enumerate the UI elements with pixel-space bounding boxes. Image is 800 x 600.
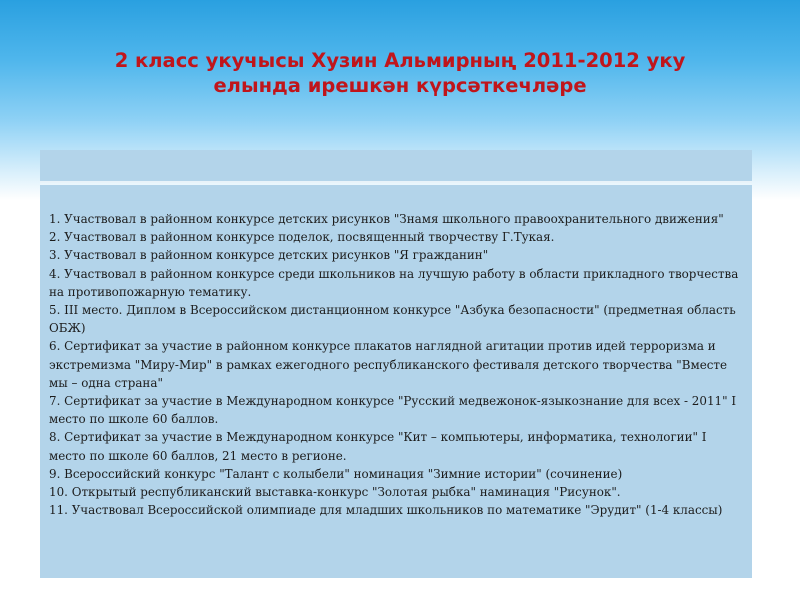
list-item: 11. Участвовал Всероссийской олимпиаде для младших школьников по математике "Эрудит" (1-4 классы)	[49, 503, 723, 518]
slide-title	[60, 48, 740, 98]
list-item: 7. Сертификат за участие в Международном конкурсе "Русский медвежонок-языкознание для всех - 2011" I место по школе 60 баллов.	[49, 394, 737, 427]
list-item: 2. Участвовал в районном конкурсе поделок, посвященный творчеству Г.Тукая.	[49, 230, 555, 245]
list-item: 4. Участвовал в районном конкурсе среди школьников на лучшую работу в области прикладного творчества на противопожарную тематику.	[49, 266, 739, 299]
list-item: 8. Сертификат за участие в Международном конкурсе "Кит – компьютеры, информатика, технологии" I место по школе 60 баллов, 21 место в регионе.	[49, 430, 707, 463]
achievements-list	[49, 210, 744, 519]
slide-title-line-1: 2 класс укучысы Хузин Альмирның 2011-2012 уку	[114, 49, 686, 72]
list-item: 10. Открытый республиканский выставка-конкурс "Золотая рыбка" наминация "Рисунок".	[49, 485, 621, 500]
slide-title-line-2: елында ирешкән күрсәткечләре	[213, 74, 587, 97]
panel-header	[40, 150, 752, 183]
list-item: 6. Сертификат за участие в районном конкурсе плакатов наглядной агитации против идей терроризма и экстремизма "Миру-Мир" в рамках ежегодного республиканского фестиваля детского творчества "Вместе мы – одна страна"	[49, 339, 728, 390]
list-item: 3. Участвовал в районном конкурсе детских рисунков "Я гражданин"	[49, 248, 489, 263]
list-item: 9. Всероссийский конкурс "Талант с колыбели" номинация "Зимние истории" (сочинение)	[49, 466, 623, 481]
list-item: 5. III место. Диплом в Всероссийском дистанционном конкурсе "Азбука безопасности" (предметная область ОБЖ)	[49, 303, 736, 336]
list-item: 1. Участвовал в районном конкурсе детских рисунков "Знамя школьного правоохранительного движения"	[49, 212, 724, 226]
